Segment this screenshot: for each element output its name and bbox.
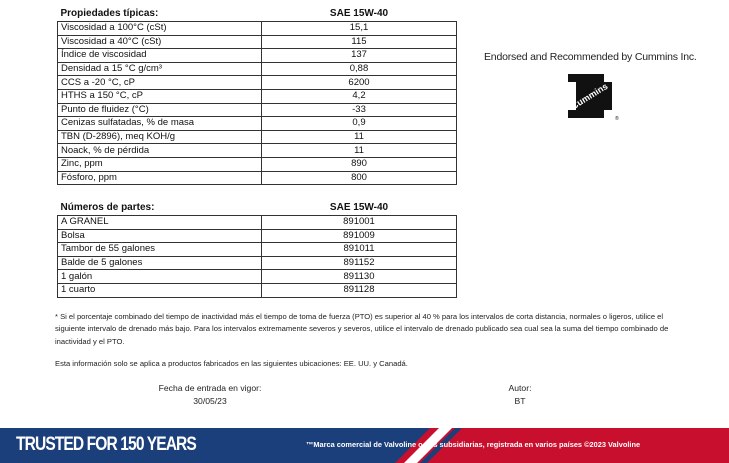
author-label: Autor: [508,383,532,393]
part-value: 891152 [262,256,457,270]
cummins-logo [560,68,622,124]
property-label: Densidad a 15 °C g/cm³ [58,62,262,76]
property-row [58,157,457,171]
property-row [58,144,457,158]
property-label: CCS a -20 °C, cP [58,76,262,90]
property-row [58,89,457,103]
property-value: 15,1 [262,22,457,36]
property-row [58,117,457,131]
property-label: Zinc, ppm [58,157,262,171]
part-row [58,256,457,270]
property-label: Noack, % de pérdida [58,144,262,158]
property-value: 890 [262,157,457,171]
footer-slogan: TRUSTED FOR 150 YEARS [16,434,196,455]
property-row [58,49,457,63]
author-block [490,382,550,408]
property-label: Viscosidad a 40°C (cSt) [58,35,262,49]
footer-legal: ™Marca comercial de Valvoline o sus subsidiarias, registrada en varios países ©2023 Valvoline [306,440,641,449]
property-value: 11 [262,144,457,158]
effective-date-block [150,382,270,408]
property-label: TBN (D-2896), meq KOH/g [58,130,262,144]
properties-header-grade: SAE 15W-40 [262,7,457,22]
footer-banner [0,428,729,463]
property-row [58,130,457,144]
property-label: Cenizas sulfatadas, % de masa [58,117,262,131]
svg-text:®: ® [615,116,619,122]
property-value: 137 [262,49,457,63]
properties-header-label: Propiedades típicas: [58,7,262,22]
property-row [58,35,457,49]
property-value: -33 [262,103,457,117]
part-value: 891130 [262,270,457,284]
part-value: 891009 [262,229,457,243]
typical-properties-table [57,7,457,185]
part-label: 1 cuarto [58,283,262,297]
part-value: 891001 [262,216,457,230]
endorsement-text: Endorsed and Recommended by Cummins Inc. [484,51,697,63]
part-value: 891011 [262,243,457,257]
property-label: HTHS a 150 °C, cP [58,89,262,103]
parts-header-label: Números de partes: [58,201,262,216]
effective-date-value: 30/05/23 [193,396,227,406]
effective-date-label: Fecha de entrada en vigor: [158,383,262,393]
property-value: 800 [262,171,457,185]
parts-header-grade: SAE 15W-40 [262,201,457,216]
property-value: 0,9 [262,117,457,131]
property-label: Índice de viscosidad [58,49,262,63]
property-label: Viscosidad a 100°C (cSt) [58,22,262,36]
part-row [58,216,457,230]
part-row [58,229,457,243]
drain-interval-note: * Si el porcentaje combinado del tiempo de inactividad más el tiempo de toma de fuerza (PTO) es superior al 40 % para los intervalos de corta distancia, normales o ligeros, utilice el siguiente intervalo de drenado más bajo. Para los intervalos extremamente severos y severos, utilice el intervalo de drenado publicado sea cual sea la suma del tiempo combinado de inactividad y el PTO. [55,312,669,346]
property-label: Fósforo, ppm [58,171,262,185]
part-label: Balde de 5 galones [58,256,262,270]
property-value: 0,88 [262,62,457,76]
property-row [58,171,457,185]
part-row [58,283,457,297]
part-row [58,243,457,257]
property-row [58,62,457,76]
part-label: Bolsa [58,229,262,243]
part-label: 1 galón [58,270,262,284]
property-value: 6200 [262,76,457,90]
part-value: 891128 [262,283,457,297]
part-row [58,270,457,284]
property-value: 115 [262,35,457,49]
property-row [58,103,457,117]
property-value: 4,2 [262,89,457,103]
part-numbers-table [57,201,457,298]
cummins-logo-text: Cummins [569,81,610,112]
author-value: BT [514,396,526,406]
property-label: Punto de fluidez (°C) [58,103,262,117]
part-label: A GRANEL [58,216,262,230]
property-row [58,22,457,36]
locations-note: Esta información solo se aplica a productos fabricados en las siguientes ubicaciones: EE. UU. y Canadá. [55,359,408,368]
part-label: Tambor de 55 galones [58,243,262,257]
property-value: 11 [262,130,457,144]
property-row [58,76,457,90]
